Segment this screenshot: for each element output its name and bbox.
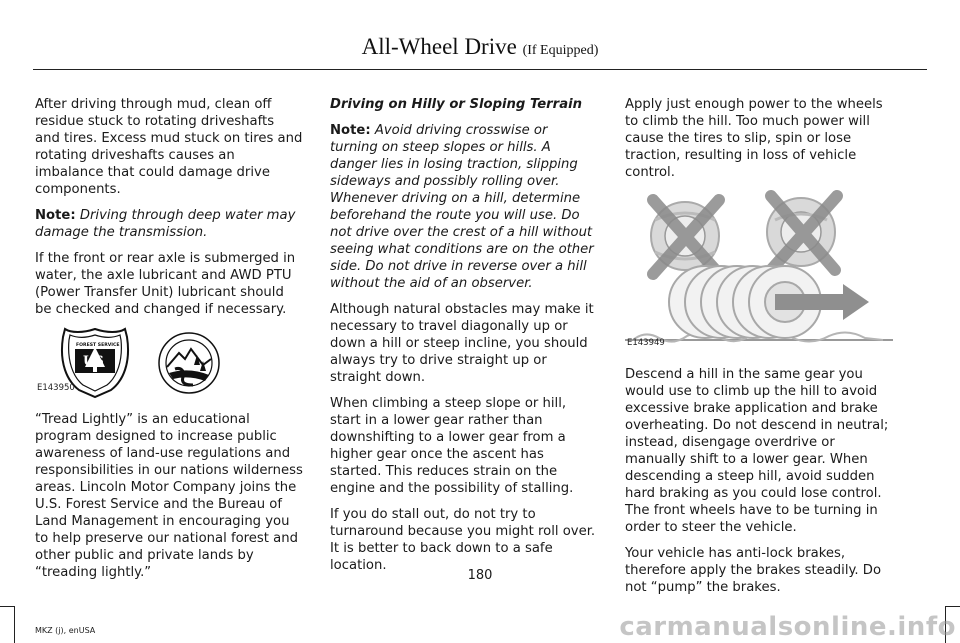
column-middle — [330, 96, 598, 583]
logo1-letters: US — [83, 354, 104, 369]
crop-mark — [14, 606, 15, 643]
page-number: 180 — [467, 568, 493, 583]
stall-paragraph: If you do stall out, do not try to turnaround because you might roll over. It is better to back down to a safe location. — [330, 507, 596, 573]
note-label: Note: — [35, 208, 76, 223]
descend-hill-paragraph: Descend a hill in the same gear you would use to climb up the hill to avoid excessive brake application and brake overheating. Do not descend in neutral; instead, disengage overdrive or manually shift to a lower gear. When descending a steep hill, avoid sudden hard braking as you could lose control. The front wheels have to be turning in order to steer the vehicle. — [625, 367, 889, 535]
figure-label: E143950 — [37, 383, 75, 393]
logo1-top-text: FOREST SERVICE — [76, 343, 120, 348]
note-text: Avoid driving crosswise or turning on steep slopes or hills. A danger lies in losing traction, slipping sideways and possibly rolling over. Whenever driving on a hill, determine beforehand the route you will use. Do not drive over the crest of a hill without seeing what conditions are on the other side. Do not drive in reverse over a hill without the aid of an observer. — [330, 123, 594, 291]
figure-label: E143949 — [627, 338, 665, 348]
agency-logos-figure — [35, 327, 303, 399]
submerged-axle-paragraph: If the front or rear axle is submerged in water, the axle lubricant and AWD PTU (Power Transfer Unit) lubricant should be checked and changed if necessary. — [35, 251, 296, 317]
mud-cleaning-paragraph: After driving through mud, clean off residue stuck to rotating driveshafts and tires. Excess mud stuck on tires and rotating driveshafts causes an imbalance that could damage drive components. — [35, 97, 303, 197]
note-slopes — [330, 122, 598, 292]
wheel-traction-graphic — [625, 190, 893, 354]
section-subtitle: (If Equipped) — [522, 43, 599, 58]
document-id: MKZ (j), enUSA — [35, 626, 96, 635]
crop-mark — [0, 606, 14, 607]
blm-seal-icon — [159, 333, 219, 393]
anti-lock-brakes-paragraph: Your vehicle has anti-lock brakes, therefore apply the brakes steadily. Do not “pump” the brakes. — [625, 546, 882, 595]
tread-lightly-paragraph: “Tread Lightly” is an educational program designed to increase public awareness of land-use regulations and responsibilities in our nations wilderness areas. Lincoln Motor Company joins the U.S. Forest Service and the Bureau of Land Management in encouraging you to help preserve our national forest and other public and private lands by “treading lightly.” — [35, 412, 303, 580]
apply-power-paragraph: Apply just enough power to the wheels to climb the hill. Too much power will cause the tires to slip, spin or lose traction, resulting in loss of vehicle control. — [625, 97, 883, 180]
agency-logos-graphic — [35, 327, 303, 399]
watermark: carmanualsonline.info — [619, 612, 956, 642]
section-heading: Driving on Hilly or Sloping Terrain — [330, 97, 582, 112]
note-label: Note: — [330, 123, 371, 138]
climbing-gear-paragraph: When climbing a steep slope or hill, start in a lower gear rather than downshifting to a lower gear from a higher gear once the ascent has started. This reduces strain on the engine and the possibility of stalling. — [330, 396, 574, 496]
note-text: Driving through deep water may damage the transmission. — [35, 208, 296, 240]
crop-mark — [946, 606, 960, 607]
header-divider — [33, 69, 927, 70]
column-left — [35, 96, 303, 590]
wheel-traction-figure — [625, 190, 893, 354]
page-header — [0, 34, 960, 60]
column-right — [625, 96, 893, 605]
section-title: All-Wheel Drive — [361, 34, 517, 59]
diagonal-travel-paragraph: Although natural obstacles may make it necessary to travel diagonally up or down a hill or steep incline, you should always try to drive straight up or straight down. — [330, 302, 594, 385]
note-deep-water — [35, 207, 303, 241]
